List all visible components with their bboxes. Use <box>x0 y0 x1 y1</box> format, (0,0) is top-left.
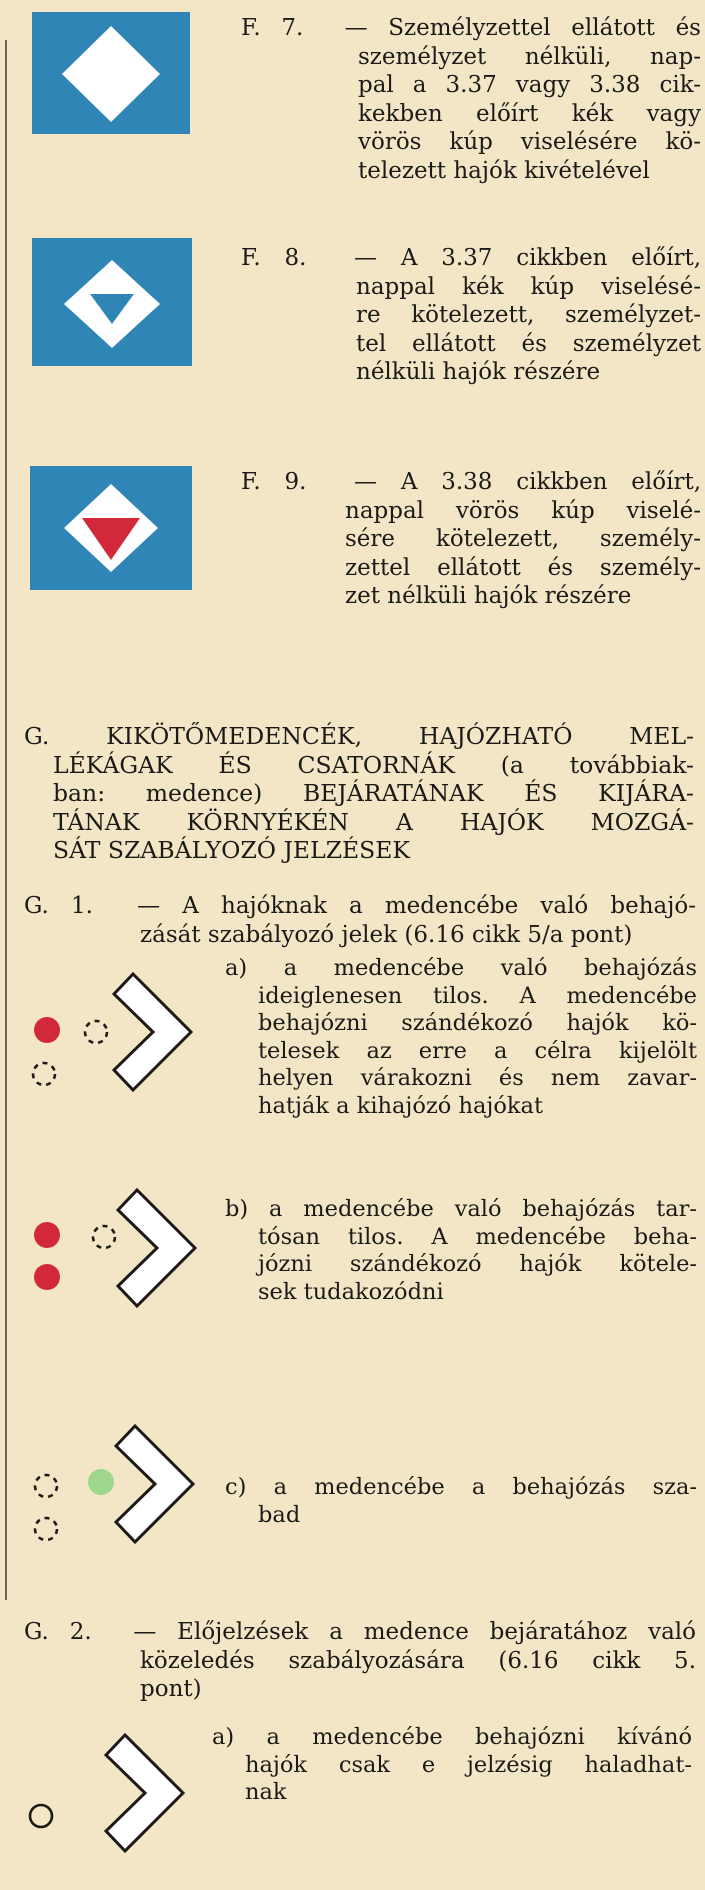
unlit-light-icon <box>33 1063 55 1085</box>
g1-label: G. 1. <box>24 893 93 919</box>
white-diamond-icon <box>32 12 190 134</box>
chevron-signal-icon <box>20 1700 210 1890</box>
chevron-icon <box>116 1426 193 1542</box>
f9-text: F. 9. — A 3.38 cikkben előírt, nappal vörös kúp viselé- sére kötelezett, személy- zettel ellátott és személy- zet nélküli hajók részére <box>241 469 702 609</box>
unlit-light-icon <box>93 1226 115 1248</box>
f8-label: F. 8. <box>241 245 307 271</box>
g1-title: G. 1. — A hajóknak a medencébe való behajó- zását szabályozó jelek (6.16 cikk 5/a pont) <box>24 893 697 948</box>
g2a-symbol <box>20 1700 210 1890</box>
chevron-icon <box>118 1190 195 1306</box>
chevron-icon <box>106 1735 183 1851</box>
f9-label: F. 9. <box>241 469 307 495</box>
margin-rule <box>5 40 7 1600</box>
g2a-text: a) a medencébe behajózni kívánó hajók csak e jelzésig haladhat- nak <box>212 1724 692 1805</box>
g1a-symbol <box>20 960 210 1160</box>
g1b-symbol <box>20 1185 210 1385</box>
chevron-signal-icon <box>20 960 210 1160</box>
blue-triangle-diamond-icon <box>32 238 192 366</box>
f7-label: F. 7. <box>241 15 304 41</box>
g1b-text: b) a medencébe való behajózás tar- tósan tilos. A medencébe beha- józni szándékozó hajók kötele- sek tudakozódni <box>225 1196 697 1305</box>
chevron-signal-icon <box>20 1185 210 1385</box>
unlit-light-icon <box>85 1021 107 1043</box>
sign-f9-red-cone <box>30 466 192 590</box>
f8-text: F. 8. — A 3.37 cikkben előírt, nappal kék kúp viselésé- re kötelezett, személyzet- tel ellátott és személyzet nélküli hajók részére <box>241 245 702 385</box>
g1c-text: c) a medencébe a behajózás sza- bad <box>225 1474 697 1528</box>
white-light-icon <box>30 1805 52 1827</box>
unlit-light-icon <box>35 1518 57 1540</box>
green-light-icon <box>88 1469 114 1495</box>
red-light-icon <box>34 1264 60 1290</box>
g2-label: G. 2. <box>24 1619 92 1645</box>
red-light-icon <box>34 1017 60 1043</box>
unlit-light-icon <box>35 1475 57 1497</box>
section-g-heading: G. KIKÖTŐMEDENCÉK, HAJÓZHATÓ MEL- LÉKÁGAK ÉS CSATORNÁK (a továbbiak- ban: medence) BEJÁRATÁNAK ÉS KIJÁRA- TÁNAK KÖRNYÉKÉN A HAJÓK MOZGÁ- SÁT SZABÁLYOZÓ JELZÉSEK <box>24 722 694 864</box>
chevron-signal-icon <box>20 1390 210 1590</box>
red-triangle-diamond-icon <box>30 466 192 590</box>
red-light-icon <box>34 1222 60 1248</box>
sign-f7-white-diamond <box>32 12 190 134</box>
g1a-text: a) a medencébe való behajózás ideiglenesen tilos. A medencébe behajózni szándékozó hajók kö- telesek az erre a célra kijelölt helyen várakozni és nem zavar- hatják a kihajózó hajókat <box>225 955 697 1119</box>
sign-f8-blue-cone <box>32 238 192 366</box>
chevron-icon <box>114 974 191 1090</box>
g2-title: G. 2. — Előjelzések a medence bejáratához való közeledés szabályozására (6.16 cikk 5. pont) <box>24 1619 697 1702</box>
g1c-symbol <box>20 1390 210 1590</box>
f7-text: F. 7. — Személyzettel ellátott és személyzet nélküli, nap- pal a 3.37 vagy 3.38 cik- kekben előírt kék vagy vörös kúp viselésére kö- telezett hajók kivételével <box>241 15 701 184</box>
